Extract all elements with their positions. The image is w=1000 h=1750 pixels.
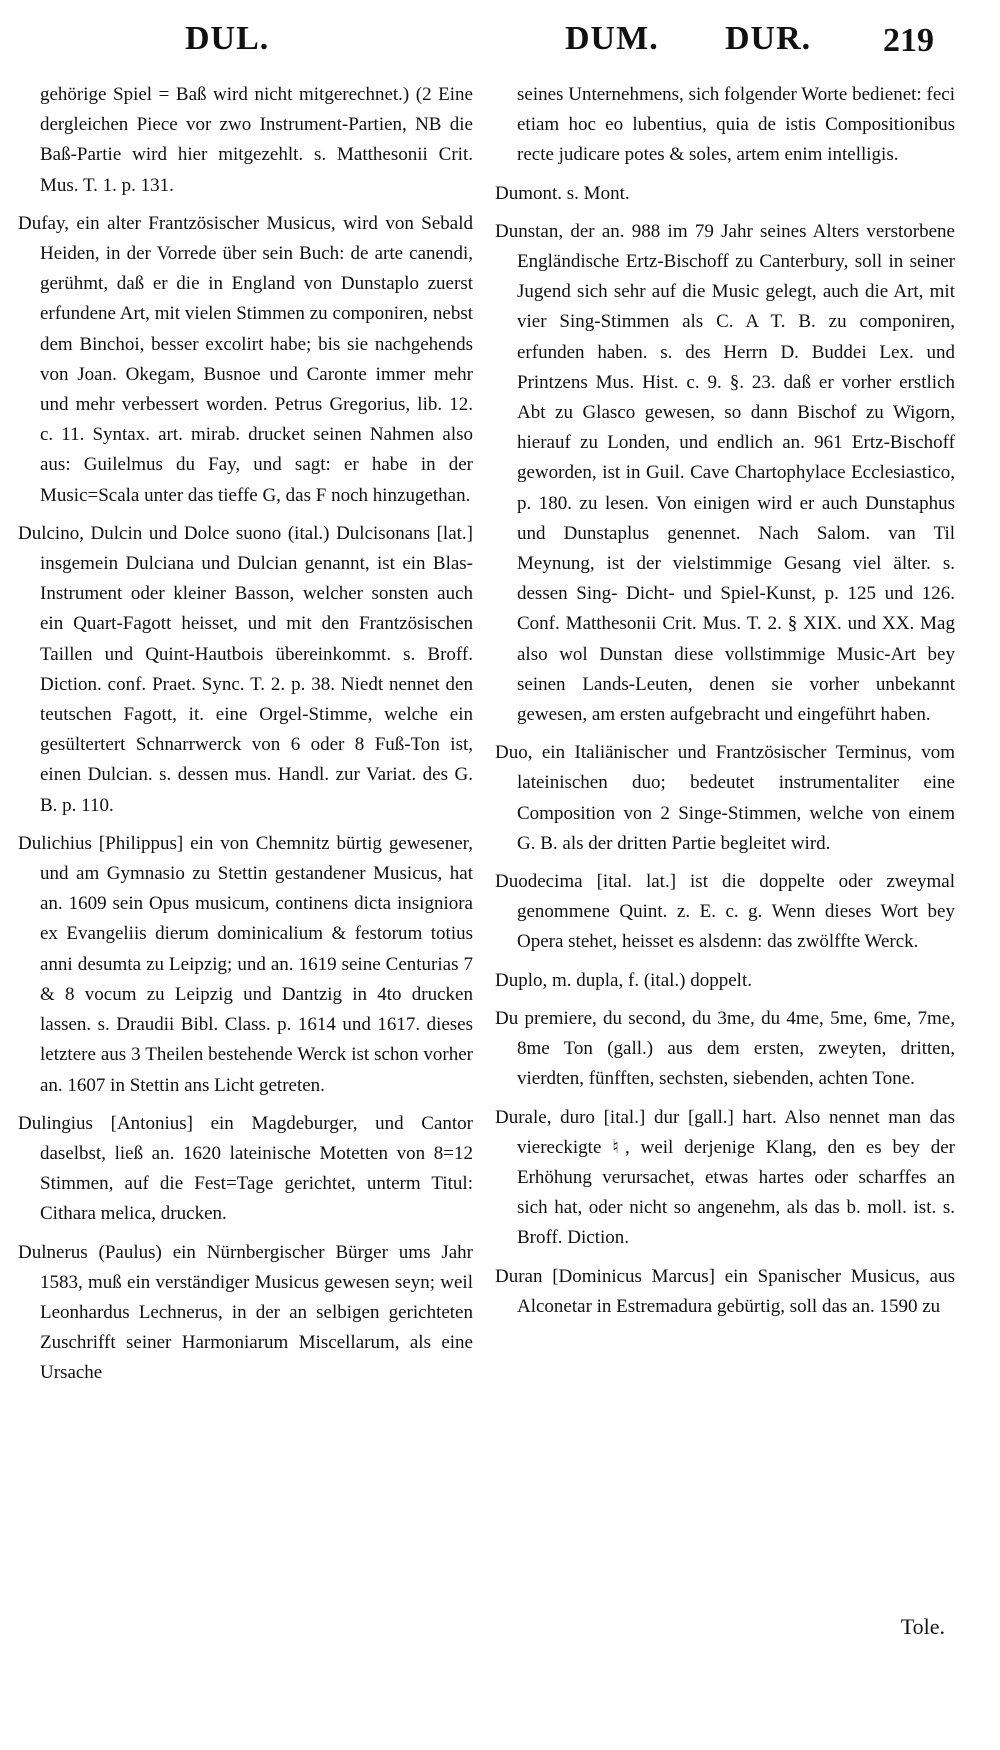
entry-dufay: Dufay, ein alter Frantzösischer Musicus, wird von Sebald Heiden, in der Vorrede über sein Buch: de arte canendi, gerühmt, daß er die in England von Dunstaplo zuerst erfundene Art, mit vielen Stimmen zu componiren, nebst dem Binchoi, besser excolirt habe; bis sie nachgehends von Joan. Okegam, Busnoe und Caronte immer mehr und mehr verbessert worden. Petrus Gregorius, lib. 12. c. 11. Syntax. art. mirab. drucket seinen Nahmen also aus: Guilelmus du Fay, und sagt: er habe in der Music=Scala unter das tieffe G, das F noch hinzugethan. [18,212,473,506]
catchword: Tole. [900,1614,945,1639]
header-middle-keyword-2: DUR. [725,20,812,57]
entry-du-premiere: Du premiere, du second, du 3me, du 4me, 5me, 6me, 7me, 8me Ton (gall.) aus dem ersten, zweyten, dritten, vierdten, fünfften, sechsten, siebenden, achten Tone. [495,1007,955,1090]
entry-dulichius: Dulichius [Philippus] ein von Chemnitz bürtig gewesener, und am Gymnasio zu Stettin gestandener Musicus, hat an. 1609 sein Opus musicum, continens dicta insigniora ex Evangeliis dierum dominicalium & festorum totius anni desumta zu Leipzig; und an. 1619 seine Centurias 7 & 8 vocum zu Leipzig und Dantzig in 4to drucken lassen. s. Draudii Bibl. Class. p. 1614 und 1617. dieses letztere aus 3 Theilen bestehende Werck ist schon vorher an. 1607 in Stettin ans Licht getreten. [18,832,473,1096]
right-column [495,80,955,1330]
entry-durale: Durale, duro [ital.] dur [gall.] hart. Also nennet man das viereckigte ♮, weil derjenige Klang, den es bey der Erhöhung verursachet, etwas hartes oder scharffes an sich hat, oder nicht so angenehm, als das b. moll. ist. s. Broff. Diction. [495,1106,955,1249]
entry-continuation: gehörige Spiel = Baß wird nicht mitgerechnet.) (2 Eine dergleichen Piece vor zwo Instrument-Partien, NB die Baß-Partie wird hier mitgezehlt. s. Matthesonii Crit. Mus. T. 1. p. 131. [40,84,473,196]
entry-duplo: Duplo, m. dupla, f. (ital.) doppelt. [495,969,752,991]
header-middle-keyword-1: DUM. [565,20,659,57]
entry-dulingius: Dulingius [Antonius] ein Magdeburger, und Cantor daselbst, ließ an. 1620 lateinische Motetten von 8=12 Stimmen, auf die Fest=Tage gerichtet, unterm Titul: Cithara melica, drucken. [18,1112,473,1225]
entry-duran: Duran [Dominicus Marcus] ein Spanischer Musicus, aus Alconetar in Estremadura gebürtig, soll das an. 1590 zu [495,1265,955,1317]
entry-dulnerus: Dulnerus (Paulus) ein Nürnbergischer Bürger ums Jahr 1583, muß ein verständiger Musicus gewesen seyn; weil Leonhardus Lechnerus, in der an selbigen gerichteten Zuschrifft seiner Harmoniarum Miscellarum, als eine Ursache [18,1241,473,1384]
entry-duodecima: Duodecima [ital. lat.] ist die doppelte oder zweymal genommene Quint. z. E. c. g. Wenn dieses Wort bey Opera stehet, heisset es alsdenn: das zwölffte Werck. [495,871,955,953]
header-left-keyword: DUL. [185,20,270,57]
entry-dulcino: Dulcino, Dulcin und Dolce suono (ital.) Dulcisonans [lat.] insgemein Dulciana und Dulcian genannt, ist ein Blas-Instrument oder kleiner Basson, welcher sonsten auch ein Quart-Fagott heisset, und mit den Frantzösischen Taillen und Quint-Hautbois übereinkommt. s. Broff. Diction. conf. Praet. Sync. T. 2. p. 38. Niedt nennet den teutschen Fagott, it. eine Orgel-Stimme, welche ein gesültertert Schnarrwerck von 6 oder 8 Fuß-Ton ist, einen Dulcian. s. dessen mus. Handl. zur Variat. des G. B. p. 110. [18,522,473,816]
entry-duo: Duo, ein Italiänischer und Frantzösischer Terminus, vom lateinischen duo; bedeutet instrumentaliter eine Composition von 2 Singe-Stimmen, welche von einem G. B. als der dritten Partie begleitet wird. [495,742,955,854]
entry-continuation: seines Unternehmens, sich folgender Worte bedienet: feci etiam hoc eo lubentius, quia de istis Compositionibus recte judicare potes & soles, artem enim intelligis. [517,84,955,166]
left-column [18,80,473,1397]
entry-dumont: Dumont. s. Mont. [495,182,630,204]
running-header [0,20,1000,70]
entry-dunstan: Dunstan, der an. 988 im 79 Jahr seines Alters verstorbene Engländische Ertz-Bischoff zu Canterbury, soll in seiner Jugend sich sehr auf die Music gelegt, auch die Art, mit vier Sing-Stimmen als C. A T. B. zu componiren, erfunden haben. s. des Herrn D. Buddei Lex. und Printzens Mus. Hist. c. 9. §. 23. daß er vorher erstlich Abt zu Glasco gewesen, so dann Bischof zu Wigorn, hierauf zu Londen, und endlich an. 961 Ertz-Bischoff geworden, ist in Guil. Cave Chartophylace Ecclesiastico, p. 180. zu lesen. Von einigen wird er auch Dunstaphus und Dunstaplus genennet. Nach Salom. van Til Meynung, ist der vielstimmige Gesang viel älter. s. dessen Sing- Dicht- und Spiel-Kunst, p. 125 und 126. Conf. Matthesonii Crit. Mus. T. 2. § XIX. und XX. Mag also wol Dunstan diese vollstimmige Music-Art bey seinen Lands-Leuten, denen sie vorher unbekannt gewesen, am ersten aufgebracht und eingeführt haben. [495,220,955,726]
page-number: 219 [883,22,934,59]
